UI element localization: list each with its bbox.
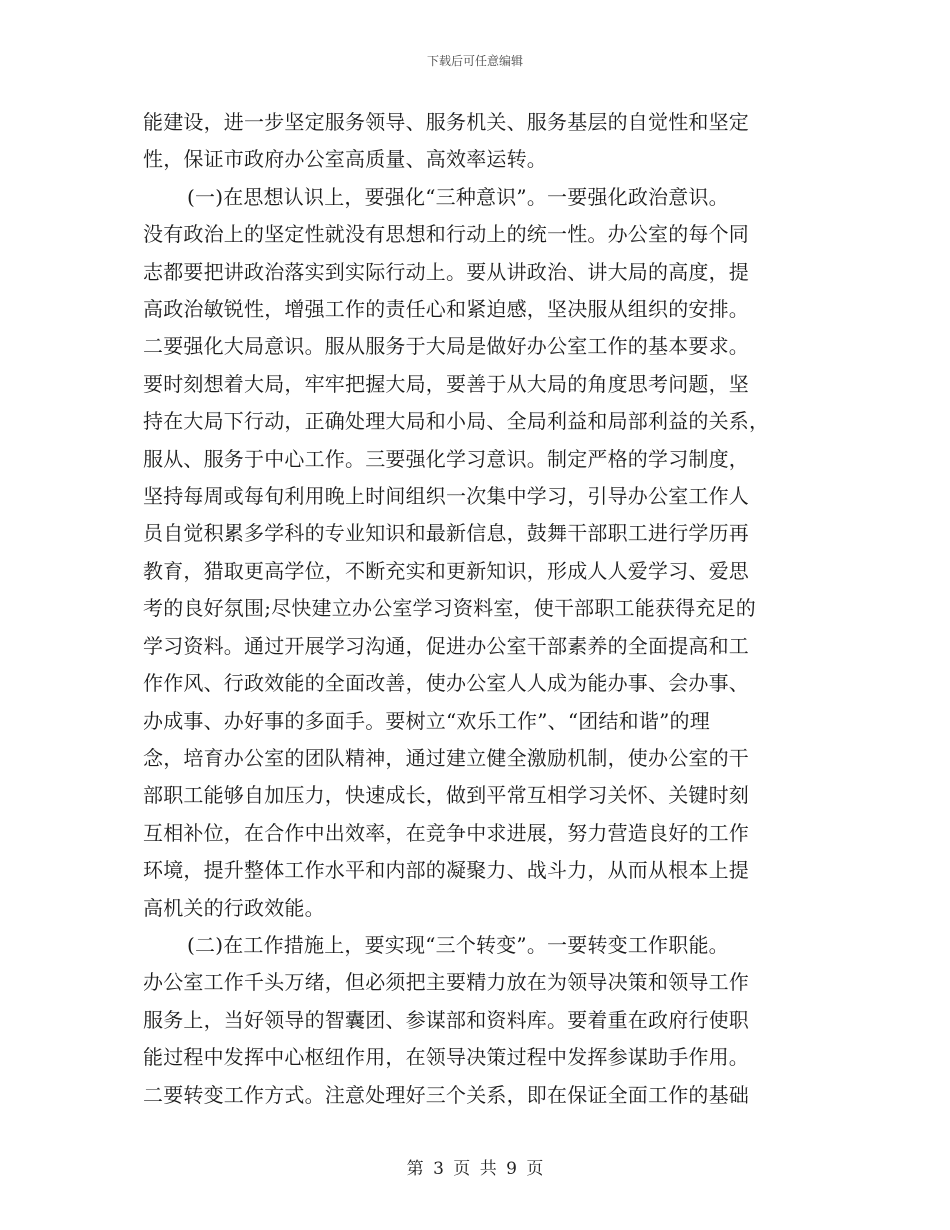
text-line: 高机关的行政效能。 (143, 895, 325, 920)
text-line: 学习资料。通过开展学习沟通，促进办公室干部素养的全面提高和工 (143, 633, 749, 658)
text-line: 服从、服务于中心工作。三要强化学习意识。制定严格的学习制度， (143, 446, 749, 471)
text-line: 教育，猎取更高学位，不断充实和更新知识，形成人人爱学习、爱思 (143, 558, 749, 583)
text-line: 环境，提升整体工作水平和内部的凝聚力、战斗力，从而从根本上提 (143, 858, 749, 883)
text-line: 念，培育办公室的团队精神，通过建立健全激励机制，使办公室的干 (143, 745, 749, 770)
text-line: 志都要把讲政治落实到实际行动上。要从讲政治、讲大局的高度，提 (143, 259, 749, 284)
text-line: 作作风、行政效能的全面改善，使办公室人人成为能办事、会办事、 (143, 671, 749, 696)
text-line: 性，保证市政府办公室高质量、高效率运转。 (143, 147, 547, 172)
text-line: 坚持每周或每旬利用晚上时间组织一次集中学习，引导办公室工作人 (143, 484, 749, 509)
text-line: (二)在工作措施上，要实现“三个转变”。一要转变工作职能。 (187, 932, 729, 957)
text-line: 考的良好氛围;尽快建立办公室学习资料室，使干部职工能获得充足的 (143, 596, 756, 621)
text-line: 服务上，当好领导的智囊团、参谋部和资料库。要着重在政府行使职 (143, 1007, 749, 1032)
text-line: 能建设，进一步坚定服务领导、服务机关、服务基层的自觉性和坚定 (143, 110, 749, 134)
text-line: 二要转变工作方式。注意处理好三个关系，即在保证全面工作的基础 (143, 1082, 749, 1107)
paragraph-measures (143, 927, 798, 1114)
text-line: 员自觉积累多学科的专业知识和最新信息，鼓舞干部职工进行学历再 (143, 521, 749, 546)
document-body (143, 104, 798, 1114)
page-footer: 第 3 页 共 9 页 (406, 1159, 544, 1179)
text-line: 持在大局下行动，正确处理大局和小局、全局利益和局部利益的关系， (143, 409, 770, 434)
text-line: 没有政治上的坚定性就没有思想和行动上的统一性。办公室的每个同 (143, 222, 749, 247)
text-line: 部职工能够自加压力，快速成长，做到平常互相学习关怀、关键时刻 (143, 783, 749, 808)
text-line: 办成事、办好事的多面手。要树立“欢乐工作”、“团结和谐”的理 (143, 708, 710, 733)
text-line: 互相补位，在合作中出效率，在竞争中求进展，努力营造良好的工作 (143, 820, 749, 845)
text-line: 高政治敏锐性，增强工作的责任心和紧迫感，坚决服从组织的安排。 (143, 297, 749, 322)
paragraph-ideology (143, 179, 798, 927)
text-line: 要时刻想着大局，牢牢把握大局，要善于从大局的角度思考问题，坚 (143, 371, 749, 396)
text-line: 二要强化大局意识。服从服务于大局是做好办公室工作的基本要求。 (143, 334, 749, 359)
text-line: 能过程中发挥中心枢纽作用，在领导决策过程中发挥参谋助手作用。 (143, 1045, 749, 1070)
text-line: 办公室工作千头万绪，但必须把主要精力放在为领导决策和领导工作 (143, 970, 749, 995)
paragraph-intro (143, 104, 798, 179)
text-line: (一)在思想认识上，要强化“三种意识”。一要强化政治意识。 (187, 184, 729, 209)
page-header: 下载后可任意编辑 (426, 54, 523, 68)
